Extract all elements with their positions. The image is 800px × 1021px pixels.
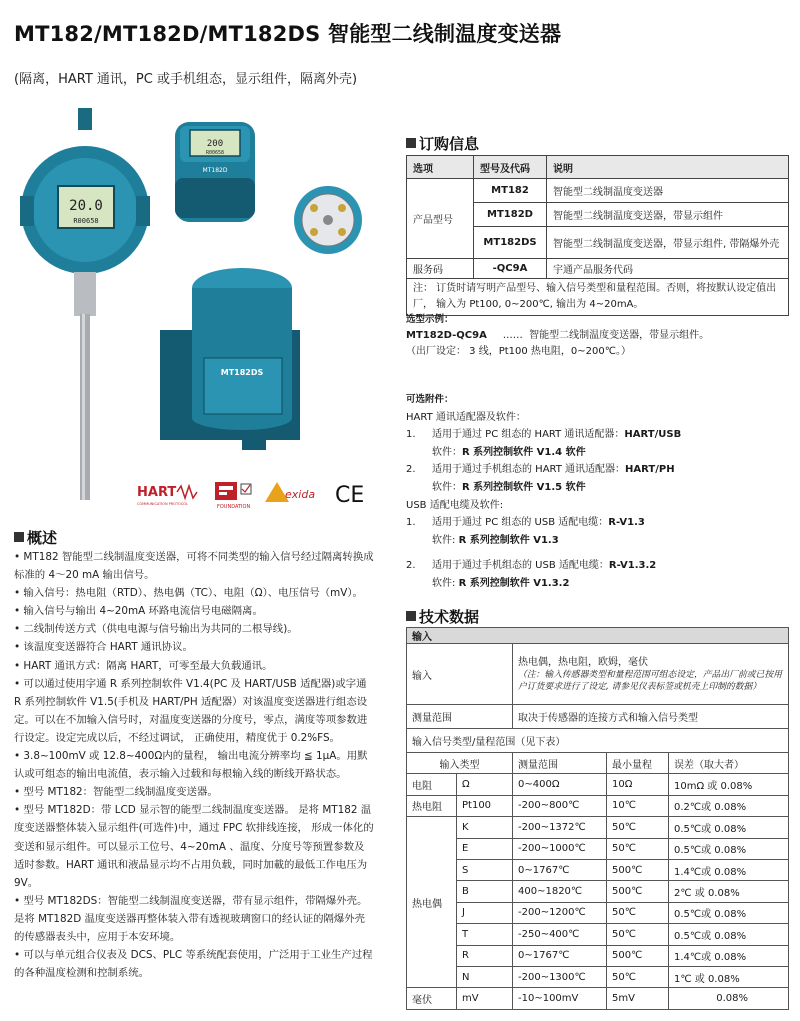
table-subtitle: 输入信号类型/量程范围（见下表） <box>407 729 789 753</box>
product-model-label: 产品型号 <box>407 179 474 259</box>
ordering-note: 注： 订货时请写明产品型号、输入信号类型和量程范围。否则，将按默认设定值出厂， 输入为 Pt100, 0~200℃, 输出为 4~20mA。 <box>407 279 789 316</box>
hart-logo: HART <box>137 485 177 500</box>
table-row: R 0~1767℃ 500℃ 1.4℃或 0.08% <box>407 945 789 966</box>
service-code: -QC9A <box>474 259 547 279</box>
foundation-logo-mark <box>215 482 237 500</box>
table-row: S 0~1767℃ 500℃ 1.4℃或 0.08% <box>407 859 789 880</box>
brand-label-small: MT182D <box>202 167 228 174</box>
section-square-icon <box>406 611 416 621</box>
overview-heading: 概述 <box>14 527 57 548</box>
overview-paragraph: • HART 通讯方式：隔离 HART，可零至最大负载通讯。 <box>14 659 273 672</box>
selection-example <box>406 312 789 360</box>
tech-data-table <box>406 627 789 1010</box>
service-label: 服务码 <box>407 259 474 279</box>
overview-paragraph: • 可以通过使用字通 R 系列控制软件 V1.4(PC 及 HART/USB 适配器)或字通 R 系列控制软件 V1.5(手机及 HART/PH 适配器）对该温度变送器进行组态设定。可以在不加输入信号时，对温度变送器的分度号，零点，满度等项参数进行设定。设定完成以后，不经过调试， 正确使用，精度优于 0.2%FS。 <box>14 677 368 744</box>
col-header-description: 说明 <box>547 156 789 179</box>
explosion-proof-housing-image <box>160 268 300 450</box>
example-factory: （出厂设定： 3 线，Pt100 热电阻，0~200℃。） <box>406 346 631 357</box>
model-code: MT182D <box>474 203 547 227</box>
overview-paragraph: • 二线制传送方式（供电电源与信号输出为共同的二根导线)。 <box>14 623 298 636</box>
service-desc: 宇通产品服务代码 <box>547 259 789 279</box>
product-images <box>10 100 390 500</box>
list-item-software: 软件: R 系列控制软件 V1.3 <box>432 534 559 546</box>
list-item-software: 软件: R 系列控制软件 V1.3.2 <box>432 577 570 589</box>
table-row: J -200~1200℃ 50℃ 0.5℃或 0.08% <box>407 902 789 923</box>
overview-paragraph: • 型号 MT182DS：智能型二线制温度变送器，带有显示组件，带隔爆外壳。是将 MT182D 温度变送器再整体装入带有透视玻璃窗口的经认证的隔爆外壳的传感器表头中，应用于本安环境。 <box>14 894 368 943</box>
model-desc: 智能型二线制温度变送器，带显示组件, 带隔爆外壳 <box>547 227 789 259</box>
lcd-small-reading: 200 <box>206 139 224 149</box>
tech-data-heading: 技术数据 <box>406 606 479 627</box>
overview-paragraph: • 输入信号：热电阻（RTD）、热电偶（TC）、电阻（Ω）、电压信号（mV）。 <box>14 587 363 600</box>
model-code: MT182DS <box>474 227 547 259</box>
list-item: 1. 适用于通过 PC 组态的 USB 适配电缆： R-V1.3 <box>406 517 645 529</box>
list-item: 1. 适用于通过 PC 组态的 HART 通讯适配器： HART/USB <box>406 429 682 441</box>
hart-wave-icon <box>177 486 197 498</box>
accessories-label: 可选附件： <box>406 394 454 405</box>
page-subtitle: (隔离，HART 通讯，PC 或手机组态，显示组件，隔离外壳) <box>14 72 358 87</box>
example-desc: 智能型二线制温度变送器，带显示组件。 <box>529 330 710 341</box>
model-code: MT182 <box>474 179 547 203</box>
overview-paragraph: • 输入信号与输出 4~20mA 环路电流信号电磁隔离。 <box>14 605 263 618</box>
table-row: 热电偶 K -200~1372℃ 50℃ 0.5℃或 0.08% <box>407 817 789 838</box>
foundation-logo: FOUNDATION <box>217 504 251 510</box>
table-row: 电阻 Ω 0~400Ω 10Ω 10mΩ 或 0.08% <box>407 774 789 795</box>
range-label: 测量范围 <box>407 705 513 729</box>
table-row: B 400~1820℃ 500℃ 2℃ 或 0.08% <box>407 881 789 902</box>
input-label: 输入 <box>407 644 513 705</box>
hart-adapter-title: HART 通讯适配器及软件： <box>406 411 526 423</box>
list-item-software: 软件：R 系列控制软件 V1.5 软件 <box>432 481 586 493</box>
overview-paragraph: • 可以与单元组合仪表及 DCS、PLC 等系统配套使用，广泛用于工业生产过程的各种温度检测和控制系统。 <box>14 949 373 980</box>
list-item: 2. 适用于通过手机组态的 HART 通讯适配器： HART/PH <box>406 464 675 476</box>
ordering-table <box>406 155 789 316</box>
lcd-main-reading: 20.0 <box>69 198 103 214</box>
lcd-main-tag: R00658 <box>73 217 99 225</box>
section-square-icon <box>406 138 416 148</box>
tc-group-label: 热电偶 <box>407 817 457 988</box>
table-row: 热电阻 Pt100 -200~800℃ 10℃ 0.2℃或 0.08% <box>407 795 789 816</box>
round-housing-image <box>20 108 150 500</box>
input-desc: 热电偶，热电阻，欧姆，毫伏 （注：输入传感器类型和量程范围可组态设定，产品出厂前或已按用户订货要求进行了设定, 请参见仪表标签或机壳上印制的数据） <box>513 644 789 705</box>
table-row: E -200~1000℃ 50℃ 0.5℃或 0.08% <box>407 838 789 859</box>
example-code: MT182D-QC9A <box>406 330 487 341</box>
example-label: 选型示例： <box>406 314 454 325</box>
overview-paragraph: • MT182 智能型二线制温度变送器，可将不同类型的输入信号经过隔离转换成标准的 4～20 mA 输出信号。 <box>14 551 374 582</box>
overview-paragraph: • 型号 MT182D：带 LCD 显示智的能型二线制温度变送器。 是将 MT182 温度变送器整体装入显示组件(可选件)中，通过 FPC 软排线连接， 形成一体化的变送和显示组件。可以显示工位号、4~20mA 、温度、分度号等预置参数及适时参数。HART 通讯和液晶显示均不占用负载，同时加載的最低工作电压为 9V。 <box>14 804 374 889</box>
display-module-image <box>175 122 255 222</box>
optional-accessories <box>406 391 789 593</box>
terminal-head-image <box>294 186 362 254</box>
brand-label-large: MT182DS <box>220 368 264 377</box>
col-header-range: 测量范围 <box>513 753 607 774</box>
lcd-small-tag: R00658 <box>205 150 225 156</box>
ordering-heading: 订购信息 <box>406 133 479 154</box>
table-row: 毫伏 mV -10~100mV 5mV 0.08% <box>407 988 789 1009</box>
col-header-error: 误差（取大者） <box>669 753 789 774</box>
col-header-type: 输入类型 <box>407 753 513 774</box>
overview-paragraph: • 该温度变送器符合 HART 通讯协议。 <box>14 641 193 654</box>
range-value: 取决于传感器的连接方式和输入信号类型 <box>513 705 789 729</box>
hart-logo-sub: COMMUNICATION PROTOCOL <box>137 502 189 506</box>
certification-logos <box>135 478 375 510</box>
section-square-icon <box>14 532 24 542</box>
input-band: 输入 <box>407 628 789 644</box>
col-header-min: 最小量程 <box>607 753 669 774</box>
exida-logo: exida <box>285 488 316 501</box>
model-desc: 智能型二线制温度变送器 <box>547 179 789 203</box>
table-row: T -250~400℃ 50℃ 0.5℃或 0.08% <box>407 924 789 945</box>
table-row: N -200~1300℃ 50℃ 1℃ 或 0.08% <box>407 966 789 987</box>
overview-text <box>14 548 374 982</box>
list-item: 2. 适用于通过手机组态的 USB 适配电缆： R-V1.3.2 <box>406 560 657 572</box>
usb-cable-title: USB 适配电缆及软件: <box>406 499 504 511</box>
example-dots: …… <box>502 330 523 341</box>
model-desc: 智能型二线制温度变送器，带显示组件 <box>547 203 789 227</box>
overview-paragraph: • 型号 MT182：智能型二线制温度变送器。 <box>14 786 218 799</box>
page-title: MT182/MT182D/MT182DS 智能型二线制温度变送器 <box>14 22 562 46</box>
list-item-software: 软件：R 系列控制软件 V1.4 软件 <box>432 446 586 458</box>
col-header-option: 选项 <box>407 156 474 179</box>
ce-logo: CE <box>335 483 365 508</box>
overview-paragraph: • 3.8~100mV 或 12.8~400Ω内的量程， 输出电流分辨率均 ≦ 1μA。用默认或可组态的输出电流值，表示输入过载和每根输入线的断线开路状态。 <box>14 750 368 781</box>
col-header-code: 型号及代码 <box>474 156 547 179</box>
